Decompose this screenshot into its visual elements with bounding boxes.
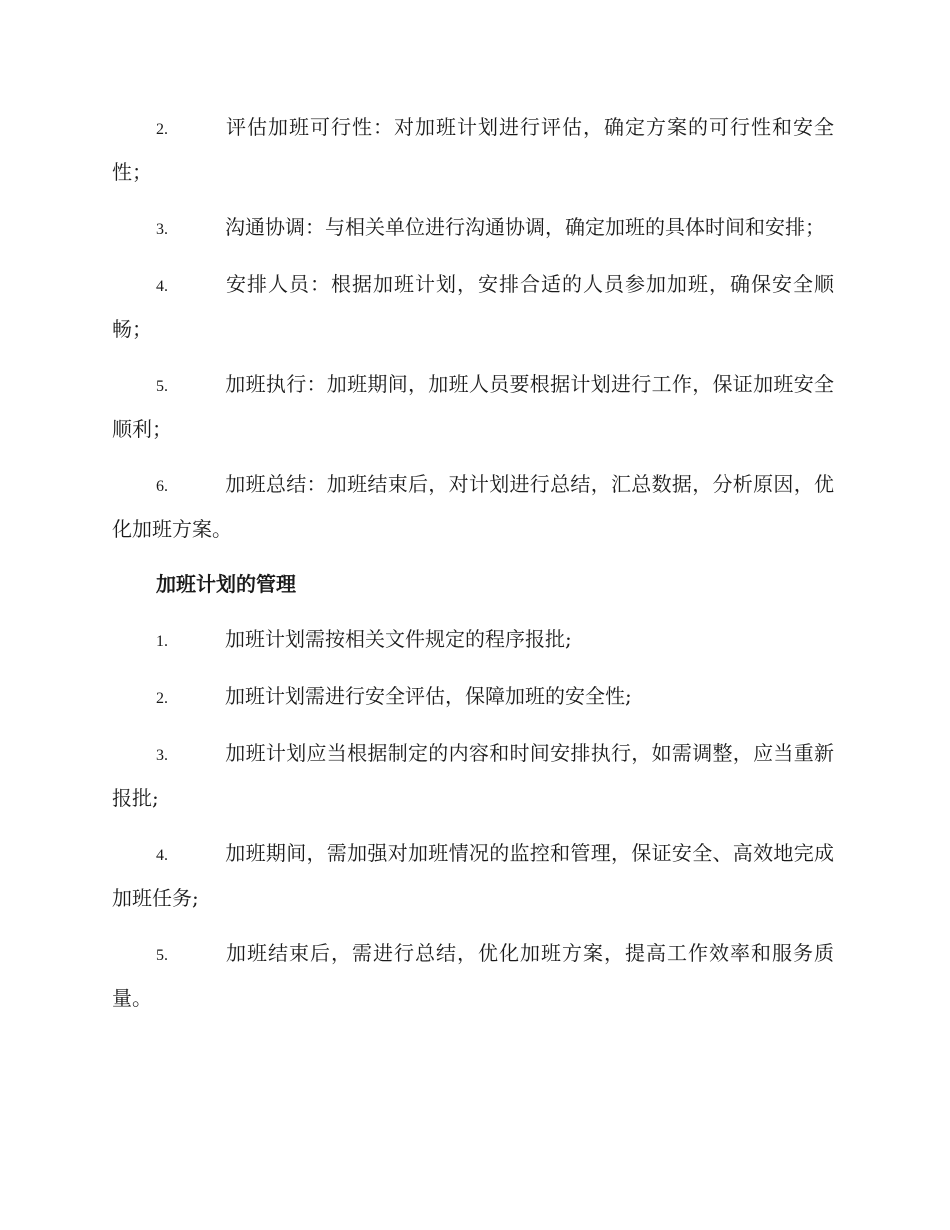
list-item-number: 5. [156,947,168,964]
list-item [112,732,834,820]
list-item [112,106,834,194]
list-item-number: 3. [156,747,168,764]
list-item-text: 安排人员：根据加班计划，安排合适的人员参加加班，确保安全顺畅； [112,272,834,341]
list-item-number: 2. [156,690,168,707]
list-item-text: 加班执行：加班期间，加班人员要根据计划进行工作，保证加班安全顺利； [112,372,834,441]
list-item-text: 加班计划需按相关文件规定的程序报批; [225,627,572,651]
list-item [112,363,834,451]
list-item-number: 5. [156,378,168,395]
section-heading: 加班计划的管理 [156,572,296,596]
list-item-text: 加班计划应当根据制定的内容和时间安排执行，如需调整，应当重新报批; [112,741,834,810]
list-item-text: 评估加班可行性：对加班计划进行评估，确定方案的可行性和安全性； [112,115,834,184]
list-item-number: 3. [156,221,168,238]
list-item [112,675,834,720]
list-item-text: 加班总结：加班结束后，对计划进行总结，汇总数据，分析原因，优化加班方案。 [112,472,834,541]
process-steps-list [112,106,834,551]
list-item-number: 1. [156,633,168,650]
list-item [112,932,834,1020]
list-item [112,832,834,920]
list-item-text: 沟通协调：与相关单位进行沟通协调，确定加班的具体时间和安排； [225,215,825,239]
list-item [112,618,834,663]
management-rules-list [112,618,834,1020]
list-item-number: 4. [156,278,168,295]
list-item-number: 4. [156,847,168,864]
list-item-text: 加班期间，需加强对加班情况的监控和管理，保证安全、高效地完成加班任务; [112,841,834,910]
list-item [112,206,834,251]
document-page [112,106,834,1032]
list-item-number: 2. [156,121,168,138]
list-item-text: 加班计划需进行安全评估，保障加班的安全性; [225,684,632,708]
list-item [112,463,834,551]
list-item-text: 加班结束后，需进行总结，优化加班方案，提高工作效率和服务质量。 [112,941,834,1010]
list-item [112,263,834,351]
list-item-number: 6. [156,478,168,495]
